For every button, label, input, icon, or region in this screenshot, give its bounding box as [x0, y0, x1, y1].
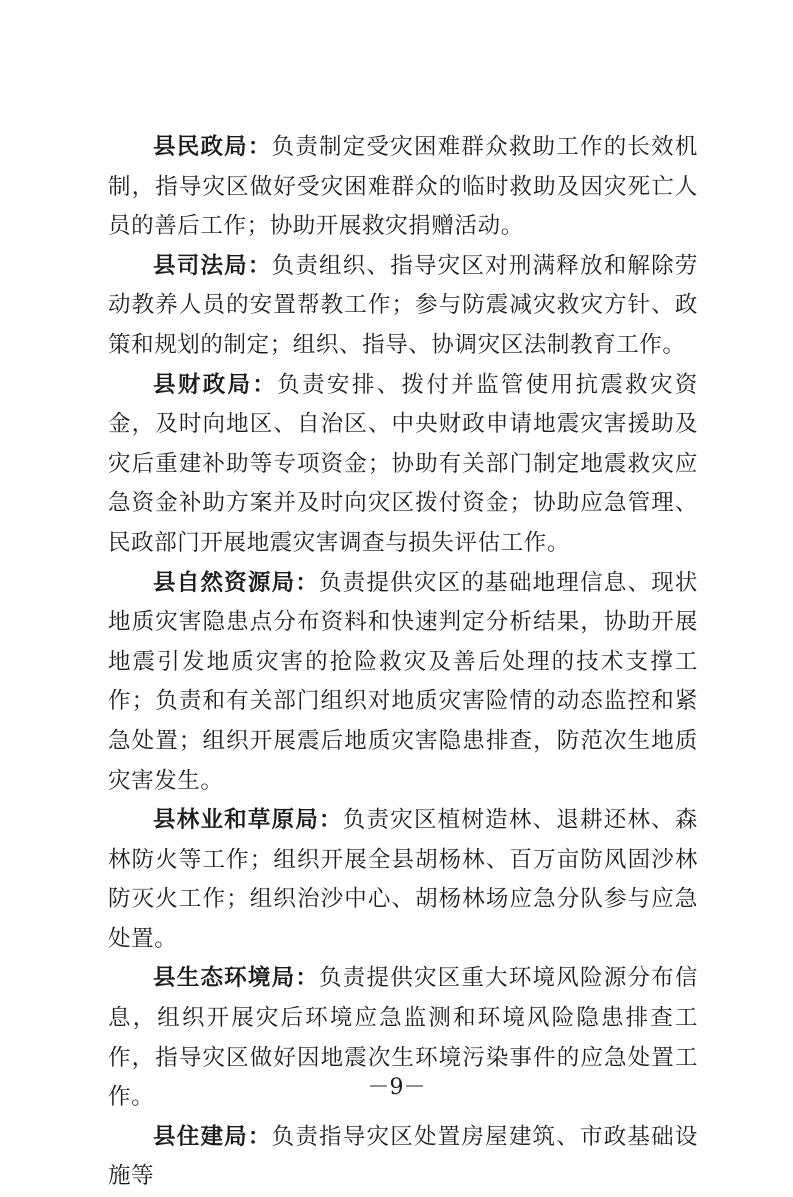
paragraph-finance	[108, 366, 698, 564]
department-name: 县民政局：	[153, 134, 272, 160]
paragraph-housing-construction	[108, 1118, 698, 1197]
page-number: －9－	[367, 1075, 426, 1100]
paragraph-text: 负责组织、指导灾区对刑满释放和解除劳动教养人员的安置帮教工作；参与防震减灾救灾方针、政策和规划的制定；组织、指导、协调灾区法制教育工作。	[108, 252, 698, 358]
paragraph-civil-affairs	[108, 128, 698, 247]
paragraph-text: 负责制定受灾困难群众救助工作的长效机制，指导灾区做好受灾困难群众的临时救助及因灾死亡人员的善后工作；协助开展救灾捐赠活动。	[108, 134, 698, 240]
paragraph-text: 负责提供灾区重大环境风险源分布信息，组织开展灾后环境应急监测和环境风险隐患排查工作，指导灾区做好因地震次生环境污染事件的应急处置工作。	[108, 965, 698, 1111]
paragraph-text: 负责指导灾区处置房屋建筑、市政基础设施等	[108, 1123, 698, 1190]
department-name: 县住建局：	[153, 1123, 272, 1150]
document-body	[108, 128, 698, 1197]
department-name: 县林业和草原局：	[153, 807, 343, 834]
department-name: 县生态环境局：	[153, 965, 320, 992]
paragraph-text: 负责安排、拨付并监管使用抗震救灾资金，及时向地区、自治区、中央财政申请地震灾害援助及灾后重建补助等专项资金；协助有关部门制定地震救灾应急资金补助方案并及时向灾区拨付资金；协助应急管理、民政部门开展地震灾害调查与损失评估工作。	[108, 371, 698, 556]
paragraph-natural-resources	[108, 564, 698, 802]
paragraph-justice	[108, 247, 698, 366]
paragraph-text: 负责提供灾区的基础地理信息、现状地质灾害隐患点分布资料和快速判定分析结果，协助开展地震引发地质灾害的抢险救灾及善后处理的技术支撑工作；负责和有关部门组织对地质灾害险情的动态监控和紧急处置；组织开展震后地质灾害隐患排查，防范次生地质灾害发生。	[108, 569, 698, 794]
department-name: 县财政局：	[153, 371, 278, 398]
paragraph-forestry-grassland	[108, 801, 698, 959]
department-name: 县自然资源局：	[153, 569, 320, 596]
paragraph-text: 负责灾区植树造林、退耕还林、森林防火等工作；组织开展全县胡杨林、百万亩防风固沙林防灭火工作；组织治沙中心、胡杨林场应急分队参与应急处置。	[108, 807, 698, 952]
department-name: 县司法局：	[153, 252, 272, 279]
